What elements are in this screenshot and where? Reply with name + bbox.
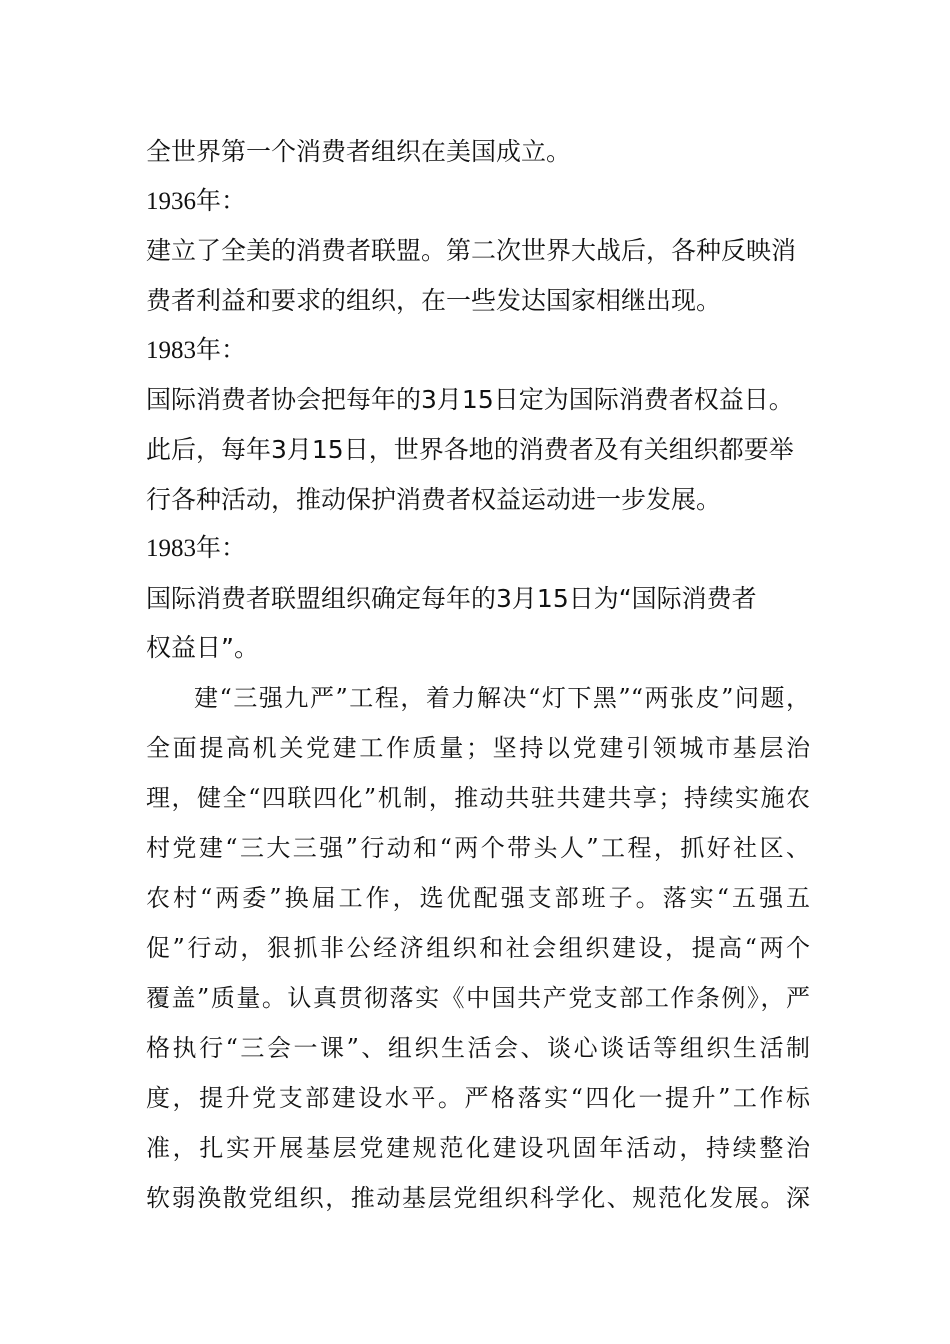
text-line: 国际消费者联盟组织确定每年的3月15日为“国际消费者	[146, 584, 757, 613]
text-line: 行各种活动，推动保护消费者权益运动进一步发展。	[146, 485, 722, 514]
text-line: 建立了全美的消费者联盟。第二次世界大战后，各种反映消	[146, 236, 797, 265]
paragraph-line: 促”行动，狠抓非公经济组织和社会组织建设，提高“两个	[146, 934, 810, 962]
text-line: 此后，每年3月15日，世界各地的消费者及有关组织都要举	[146, 435, 794, 464]
paragraph-line: 建“三强九严”工程，着力解决“灯下黑”“两张皮”问题，	[194, 684, 810, 712]
paragraph-line: 农村“两委”换届工作，选优配强支部班子。落实“五强五	[146, 884, 810, 912]
paragraph-line: 全面提高机关党建工作质量；坚持以党建引领城市基层治	[146, 734, 810, 762]
paragraph-line: 度，提升党支部建设水平。严格落实“四化一提升”工作标	[146, 1084, 810, 1112]
paragraph-line: 格执行“三会一课”、组织生活会、谈心谈话等组织生活制	[146, 1034, 810, 1062]
text-line: 费者利益和要求的组织，在一些发达国家相继出现。	[146, 286, 722, 315]
text-line: 全世界第一个消费者组织在美国成立。	[146, 137, 572, 166]
paragraph-line: 覆盖”质量。认真贯彻落实《中国共产党支部工作条例》，严	[146, 984, 810, 1012]
paragraph-line: 理，健全“四联四化”机制，推动共驻共建共享；持续实施农	[146, 784, 810, 812]
year-heading: 1983年：	[146, 535, 247, 562]
text-line: 国际消费者协会把每年的3月15日定为国际消费者权益日。	[146, 385, 794, 414]
paragraph-line: 准，扎实开展基层党建规范化建设巩固年活动，持续整治	[146, 1134, 810, 1162]
year-heading: 1936年：	[146, 188, 247, 215]
year-heading: 1983年：	[146, 337, 247, 364]
paragraph-line: 村党建“三大三强”行动和“两个带头人”工程，抓好社区、	[146, 834, 810, 862]
paragraph-line: 软弱涣散党组织，推动基层党组织科学化、规范化发展。深	[146, 1184, 810, 1212]
text-line: 权益日”。	[146, 633, 259, 662]
